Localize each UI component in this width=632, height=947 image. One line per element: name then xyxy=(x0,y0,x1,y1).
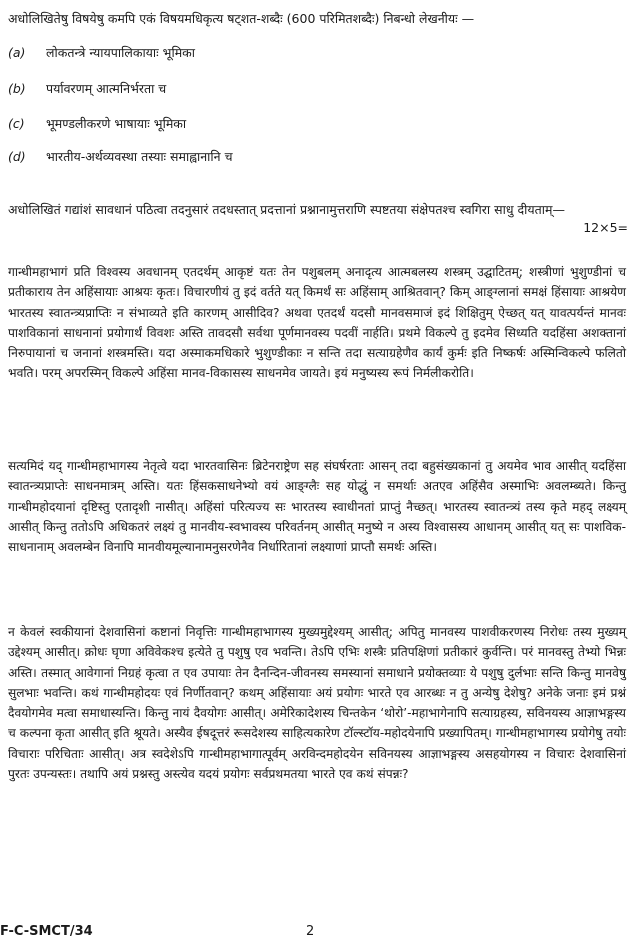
option-text: भूमण्डलीकरणे भाषायाः भूमिका xyxy=(46,116,187,131)
option-d xyxy=(8,148,233,166)
option-label: (b) xyxy=(8,81,26,96)
option-label: (d) xyxy=(8,149,26,164)
paper-code: F-C-SMCT/34 xyxy=(0,924,93,939)
passage-paragraph-2: सत्यमिदं यद् गान्धीमहाभागस्य नेतृत्वे यदा भारतवासिनः ब्रिटेनराष्ट्रेण सह संघर्षरताः आसन् तदा बहुसंख्यकानां तु अयमेव भाव आसीत् यदहिंसा स्वातन्त्र्यप्राप्तेः साधनमात्रम् अस्ति। यतः हिंसकसाधनेभ्यो वयं आङ्ग्लैः सह योद्धुं न समर्थाः अतएव अहिंसैव अस्माभिः अवलम्ब्यते। किन्तु गान्धीमहोदयानां दृष्टिस्तु एतादृशी नासीत्। अहिंसां परित्यज्य सः भारतस्य स्वाधीनतां प्राप्तुं नैच्छत्। भारतस्य स्वातन्त्र्यं तस्य कृते महद् लक्ष्यम् आसीत् किन्तु ततोऽपि अधिकतरं लक्ष्यं तु मानवीय-स्वभावस्य परिवर्तनम् आसीत् मनुष्ये न अस्य विश्वासस्य आधानम् आसीत् यत् सः पाशविक-साधनानाम् अवलम्बेन विनापि मानवीयमूल्यानामनुसरणेनैव निर्धारितानां लक्ष्याणां प्राप्तौ समर्थः अस्ति। xyxy=(8,459,626,555)
option-text: भारतीय-अर्थव्यवस्था तस्याः समाह्वानानि च xyxy=(46,149,233,164)
passage-paragraph-3: न केवलं स्वकीयानां देशवासिनां कष्टानां निवृत्तिः गान्धीमहाभागस्य मुख्यमुद्देश्यम् आसीत्; अपितु मानवस्य पाशवीकरणस्य निरोधः तस्य मुख्यम् उद्देश्यम् आसीत्। क्रोधः घृणा अविवेकश्च इत्येते तु पशुषु एव भवन्ति। तेऽपि एभिः शस्त्रैः प्रतिपक्षिणां प्रतीकारं कुर्वन्ति। परं मानवस्तु तेभ्यो भिन्नः अस्ति। तस्मात् आवेगानां निग्रहं कृत्वा त एव उपायाः तेन दैनन्दिन-जीवनस्य समस्यानां समाधाने प्रयोक्तव्याः ये पशुषु दुर्लभाः सन्ति किन्तु मानवेषु सुलभाः भवन्ति। कथं गान्धीमहोदयः एवं निर्णीतवान्? कथम् अहिंसायाः अयं प्रयोगः भारते एव आरब्धः न तु अन्येषु देशेषु? अनेके जनाः इमं प्रश्नं दैवयोगमेव मत्वा समाधास्यन्ति। किन्तु नायं दैवयोगः आसीत्। अमेरिकादेशस्य चिन्तकेन ‘थोरो’-महाभागेनापि सत्याग्रहस्य, सविनयस्य आज्ञाभङ्गस्य च कल्पना कृता आसीत् इति श्रूयते। अस्यैव ईषदूत्तरं रूसदेशस्य साहित्यकारेण टॉल्स्टॉय-महोदयेनापि प्रख्यापितम्। गान्धीमहाभागस्य प्रयोगेषु तयोः विचाराः परिचिताः आसीत्। अत्र स्वदेशेऽपि गान्धीमहाभागात्पूर्वम् अरविन्दमहोदयेन सविनयस्य आज्ञाभङ्गस्य असहयोगस्य न विचारः देशवासिनां पुरतः उपन्यस्तः। तथापि अयं प्रश्नस्तु अस्त्येव यदयं प्रयोगः सर्वप्रथमतया भारते एव कथं संपन्नः? xyxy=(8,625,626,782)
option-label: (a) xyxy=(8,45,26,60)
option-a xyxy=(8,44,195,62)
question-2-instruction: अधोलिखितं गद्यांशं सावधानं पठित्वा तदनुसारं तदधस्तात् प्रदत्तानां प्रश्नानामुत्तराणि स्पष्टतया संक्षेपतश्च स्वगिरा साधु दीयताम्— xyxy=(8,202,565,217)
passage-paragraph-1: गान्धीमहाभागं प्रति विश्वस्य अवधानम् एतदर्थम् आकृष्टं यतः तेन पशुबलम् अनादृत्य आत्मबलस्य शस्त्रम् उद्घाटितम्; शस्त्रीणां भुशुण्डीनां च प्रतीकाराय तेन अहिंसायाः आश्रयः कृतः। विचारणीयं तु इदं वर्तते यत् किमर्थं सः अहिंसाम् आश्रितवान्? किम् आङ्ग्लानां समक्षं हिंसायाः आश्रयेण भारतस्य स्वातन्त्र्यप्राप्तिः न संभाव्यते इति कारणम् आसीदिव? अथवा एतदर्थं यदसौ मानवसमाजं इदं शिक्षितुम् ऐच्छत् यत् यावत्पर्यन्तं मानवः पाशविकानां साधनानां प्रयोगार्थं विवशः अस्ति तावदसौ सर्वथा पूर्णमानवस्य पदवीं नार्हति। प्रथमे विकल्पे तु इदमेव सिध्यति यदहिंसा अशक्तानां निरुपायानां च जनानां शस्त्रमस्ति। यदा अस्माकमधिकारे भुशुण्डीकाः न सन्ति तदा सत्याग्रहेणैव कार्यं कुर्मः इति निष्कर्षः अस्मिन्विकल्पे फलितो भवति। परम् अपरस्मिन् विकल्पे अहिंसा मानव-विकासस्य साधनमेव जायते। इयं मनुष्यस्य रूपं निर्मलीकरोति। xyxy=(8,265,626,381)
option-b xyxy=(8,80,166,98)
page-number: 2 xyxy=(306,924,315,939)
option-label: (c) xyxy=(8,116,25,131)
option-text: लोकतन्त्रे न्यायपालिकायाः भूमिका xyxy=(46,45,196,60)
question-1-instruction: अधोलिखितेषु विषयेषु कमपि एकं विषयमधिकृत्य षट्शत-शब्दैः (600 परिमितशब्दैः) निबन्धो लेखनीयः — xyxy=(8,11,475,26)
option-text: पर्यावरणम् आत्मनिर्भरता च xyxy=(46,81,167,96)
option-c xyxy=(8,115,186,133)
marks-label: 12×5= xyxy=(583,220,628,235)
